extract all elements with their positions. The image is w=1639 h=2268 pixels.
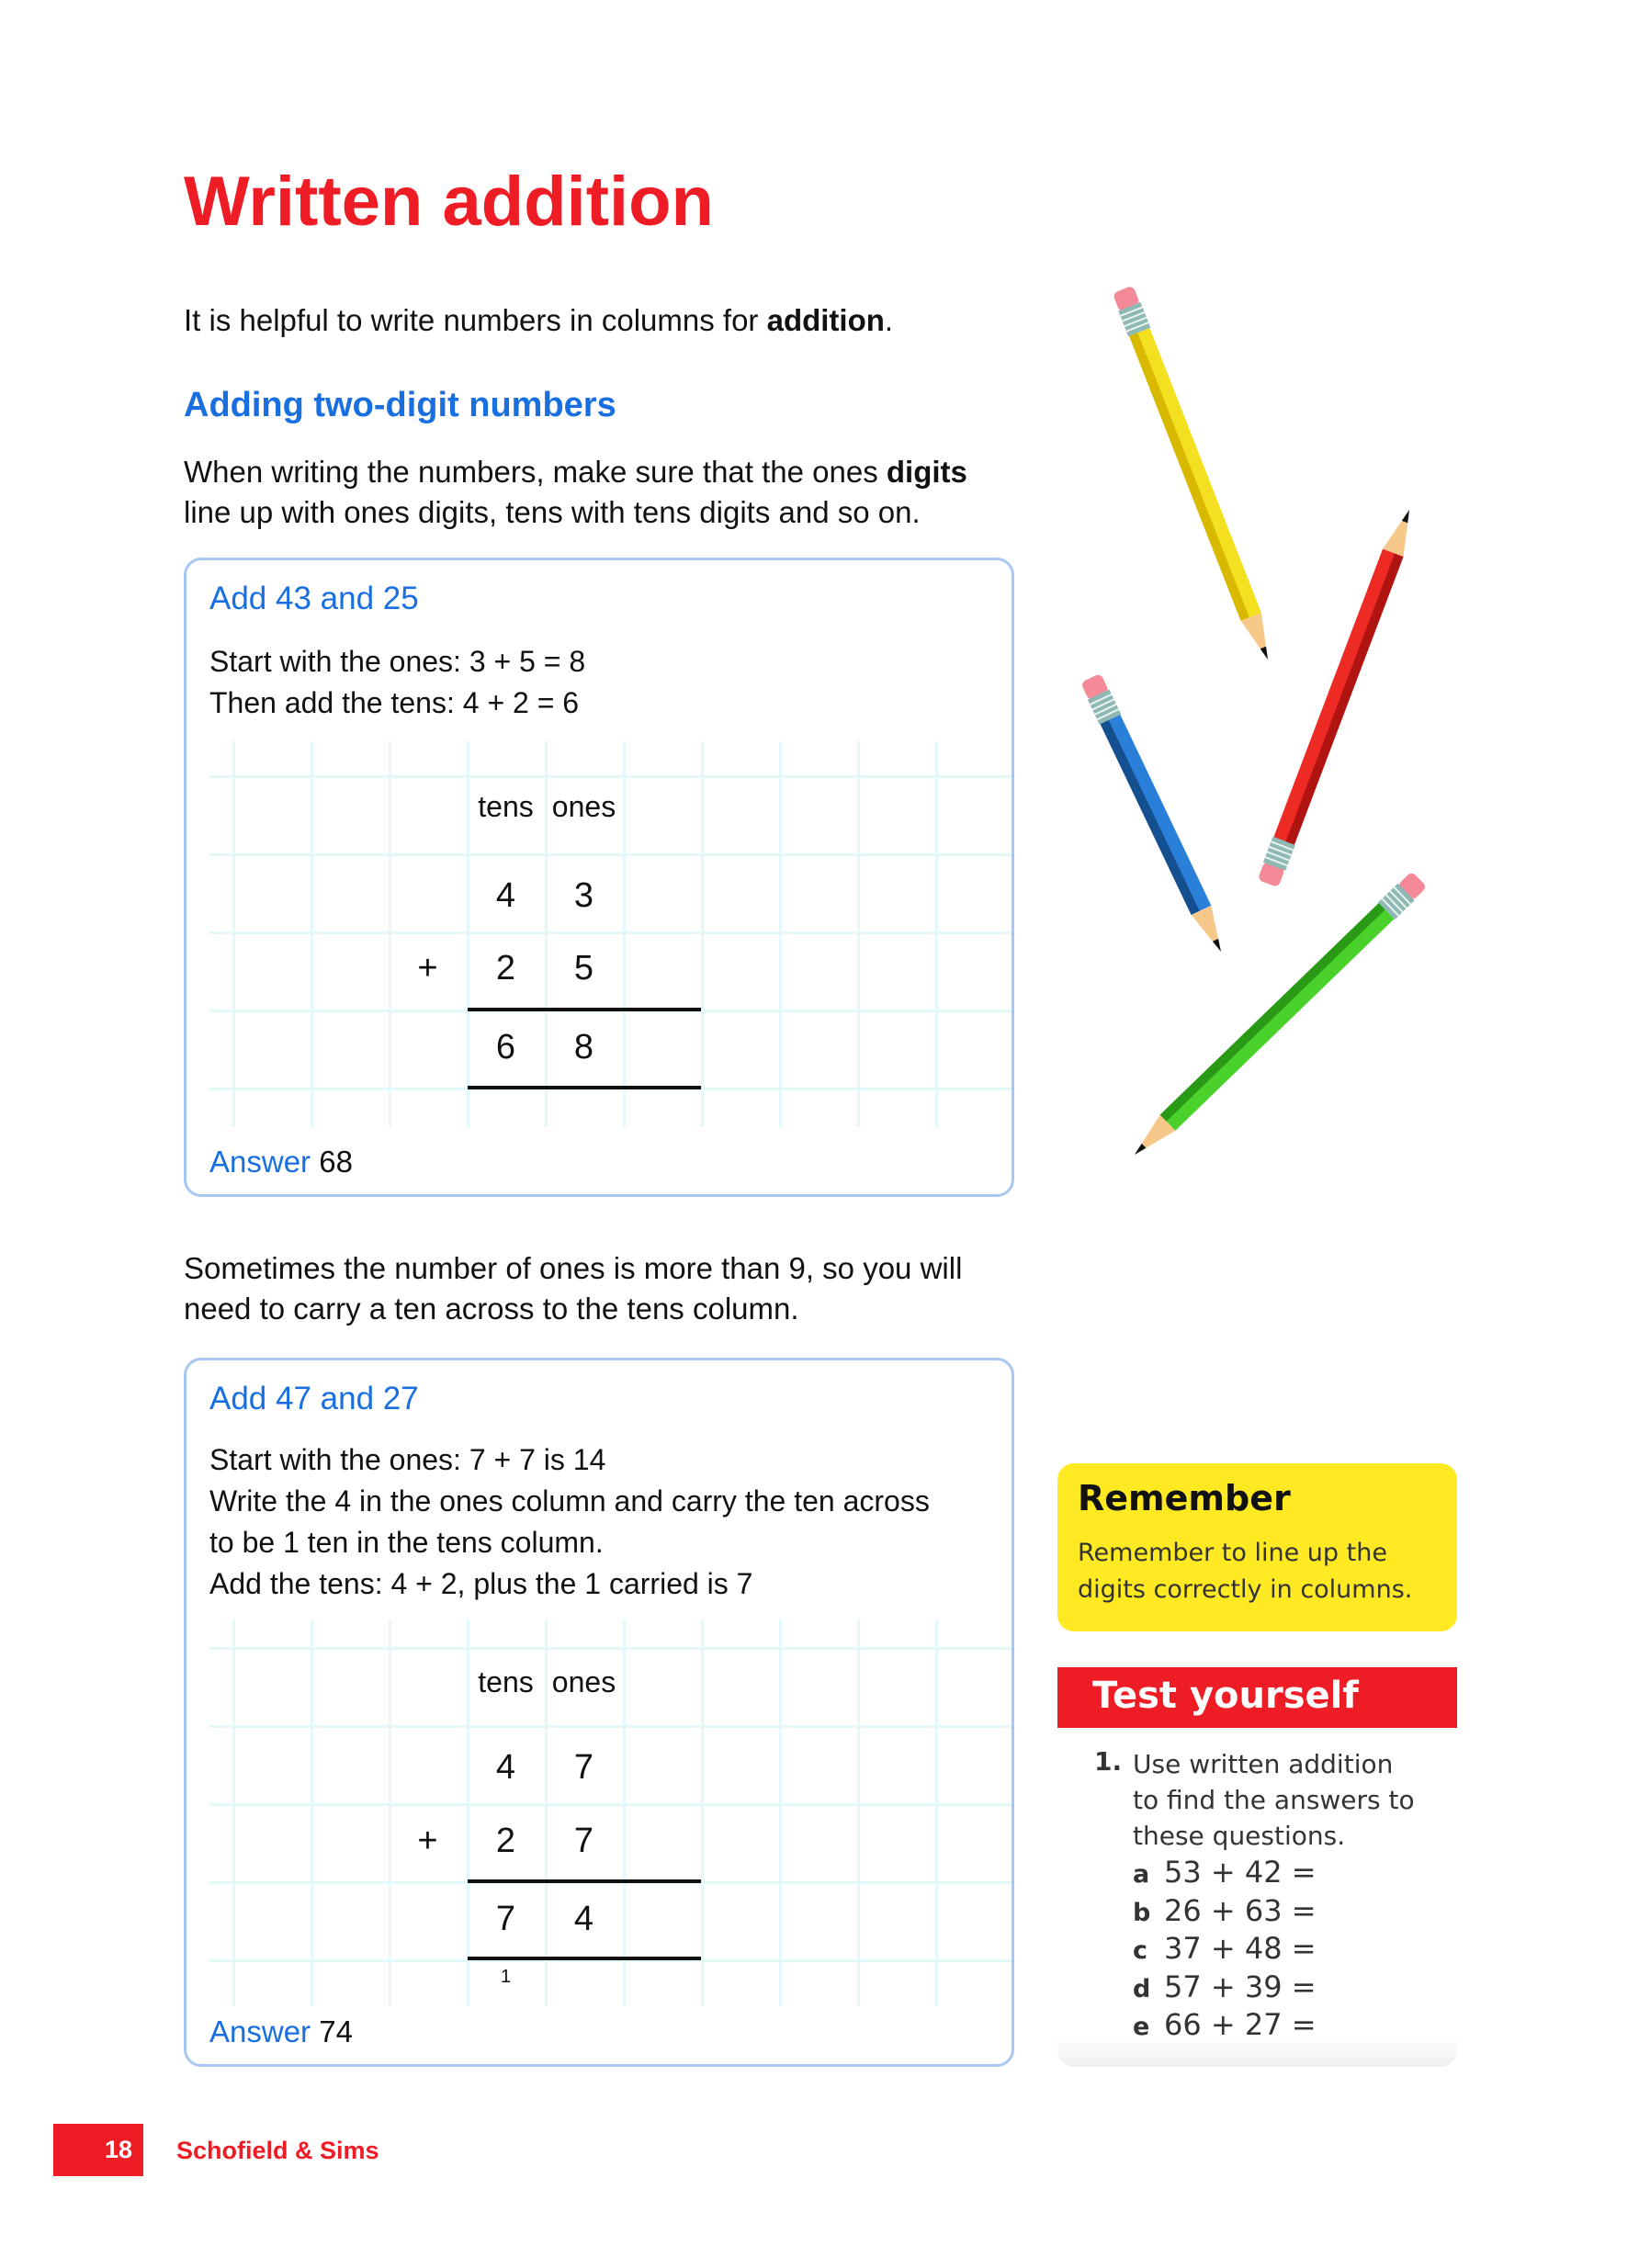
digit: 2 [495, 1822, 516, 1860]
answer-value: 74 [319, 2014, 353, 2048]
question-item-b [1133, 1893, 1317, 1928]
page-title: Written addition [184, 163, 714, 241]
item-letter: b [1133, 1899, 1151, 1927]
item-expression: 53 + 42 = [1164, 1855, 1317, 1890]
digit: 7 [573, 1822, 594, 1860]
question-number: 1. [1094, 1746, 1123, 1777]
item-expression: 26 + 63 = [1164, 1893, 1317, 1928]
example-box-2 [184, 1358, 1014, 2067]
para1-bold: digits [886, 455, 967, 489]
result-digit: 8 [573, 1028, 594, 1066]
step-line: Start with the ones: 7 + 7 is 14 [209, 1443, 606, 1476]
example-steps [209, 1439, 930, 1605]
sum-line [468, 1879, 701, 1883]
digit: 5 [573, 949, 594, 987]
intro-bold-term: addition [766, 303, 885, 337]
question-prompt [1133, 1746, 1415, 1854]
digit: 2 [495, 949, 516, 987]
step-line: Write the 4 in the ones column and carry the ten across [209, 1484, 930, 1518]
red-pencil-icon [1257, 505, 1420, 887]
blue-pencil-icon [1079, 672, 1231, 956]
remember-line: Remember to line up the [1078, 1539, 1387, 1567]
item-expression: 37 + 48 = [1164, 1931, 1317, 1966]
ones-label: ones [551, 790, 616, 823]
item-letter: a [1133, 1860, 1150, 1889]
publisher-name: Schofield & Sims [176, 2137, 379, 2164]
digit: 7 [573, 1748, 594, 1787]
para2-line: Sometimes the number of ones is more than 9, so you will [184, 1251, 963, 1285]
question-item-e [1133, 2007, 1317, 2042]
result-digit: 7 [495, 1900, 516, 1938]
question-item-a [1133, 1855, 1317, 1890]
answer-label: Answer [209, 2014, 311, 2048]
digit: 4 [495, 876, 516, 915]
test-yourself-header [1057, 1667, 1457, 1728]
plus-sign: + [417, 1822, 438, 1860]
answer-value: 68 [319, 1145, 353, 1179]
intro-text-start: It is helpful to write numbers in columns for [184, 303, 767, 337]
section-heading: Adding two-digit numbers [184, 386, 616, 424]
yellow-pencil-icon [1112, 285, 1279, 663]
carry-digit: 1 [500, 1967, 512, 1987]
step-line: Add the tens: 4 + 2, plus the 1 carried is 7 [209, 1567, 753, 1600]
item-letter: c [1133, 1936, 1148, 1965]
item-letter: d [1133, 1975, 1151, 2003]
prompt-line: these questions. [1133, 1821, 1346, 1851]
tens-label: tens [478, 790, 534, 823]
step-line: to be 1 ten in the tens column. [209, 1526, 604, 1559]
page-number: 18 [104, 2136, 132, 2163]
result-digit: 4 [573, 1900, 594, 1938]
prompt-line: Use written addition [1133, 1749, 1394, 1779]
item-expression: 66 + 27 = [1164, 2007, 1317, 2042]
answer-label: Answer [209, 1145, 311, 1179]
example-heading: Add 43 and 25 [209, 581, 419, 616]
remember-title: Remember [1078, 1478, 1291, 1518]
item-letter: e [1133, 2013, 1150, 2041]
intro-text-end: . [884, 303, 894, 337]
total-line [468, 1957, 701, 1960]
item-expression: 57 + 39 = [1164, 1969, 1317, 2004]
para1-text: When writing the numbers, make sure that the ones [184, 455, 887, 489]
remember-line: digits correctly in columns. [1078, 1575, 1413, 1604]
test-yourself-box [1057, 1667, 1457, 2067]
step-line: Then add the tens: 4 + 2 = 6 [209, 686, 580, 719]
answer [209, 2014, 353, 2049]
ones-label: ones [551, 1665, 616, 1698]
column-grid [209, 1619, 1012, 2006]
digit: 3 [573, 876, 594, 915]
remember-box [1057, 1463, 1457, 1631]
question-item-d [1133, 1969, 1317, 2004]
question-item-c [1133, 1931, 1317, 1966]
para2-line: need to carry a ten across to the tens column. [184, 1292, 799, 1326]
result-digit: 6 [495, 1028, 516, 1066]
green-pencil-icon [1126, 871, 1428, 1164]
para1-line2: line up with ones digits, tens with tens digits and so on. [184, 495, 921, 529]
test-yourself-title: Test yourself [1092, 1675, 1359, 1717]
remember-text [1078, 1535, 1412, 1608]
page-number-badge [53, 2124, 143, 2176]
digit: 4 [495, 1748, 516, 1787]
plus-sign: + [417, 949, 438, 987]
prompt-line: to find the answers to [1133, 1785, 1415, 1815]
tens-label: tens [478, 1665, 534, 1698]
example-heading: Add 47 and 27 [209, 1381, 419, 1416]
step-line: Start with the ones: 3 + 5 = 8 [209, 645, 586, 678]
